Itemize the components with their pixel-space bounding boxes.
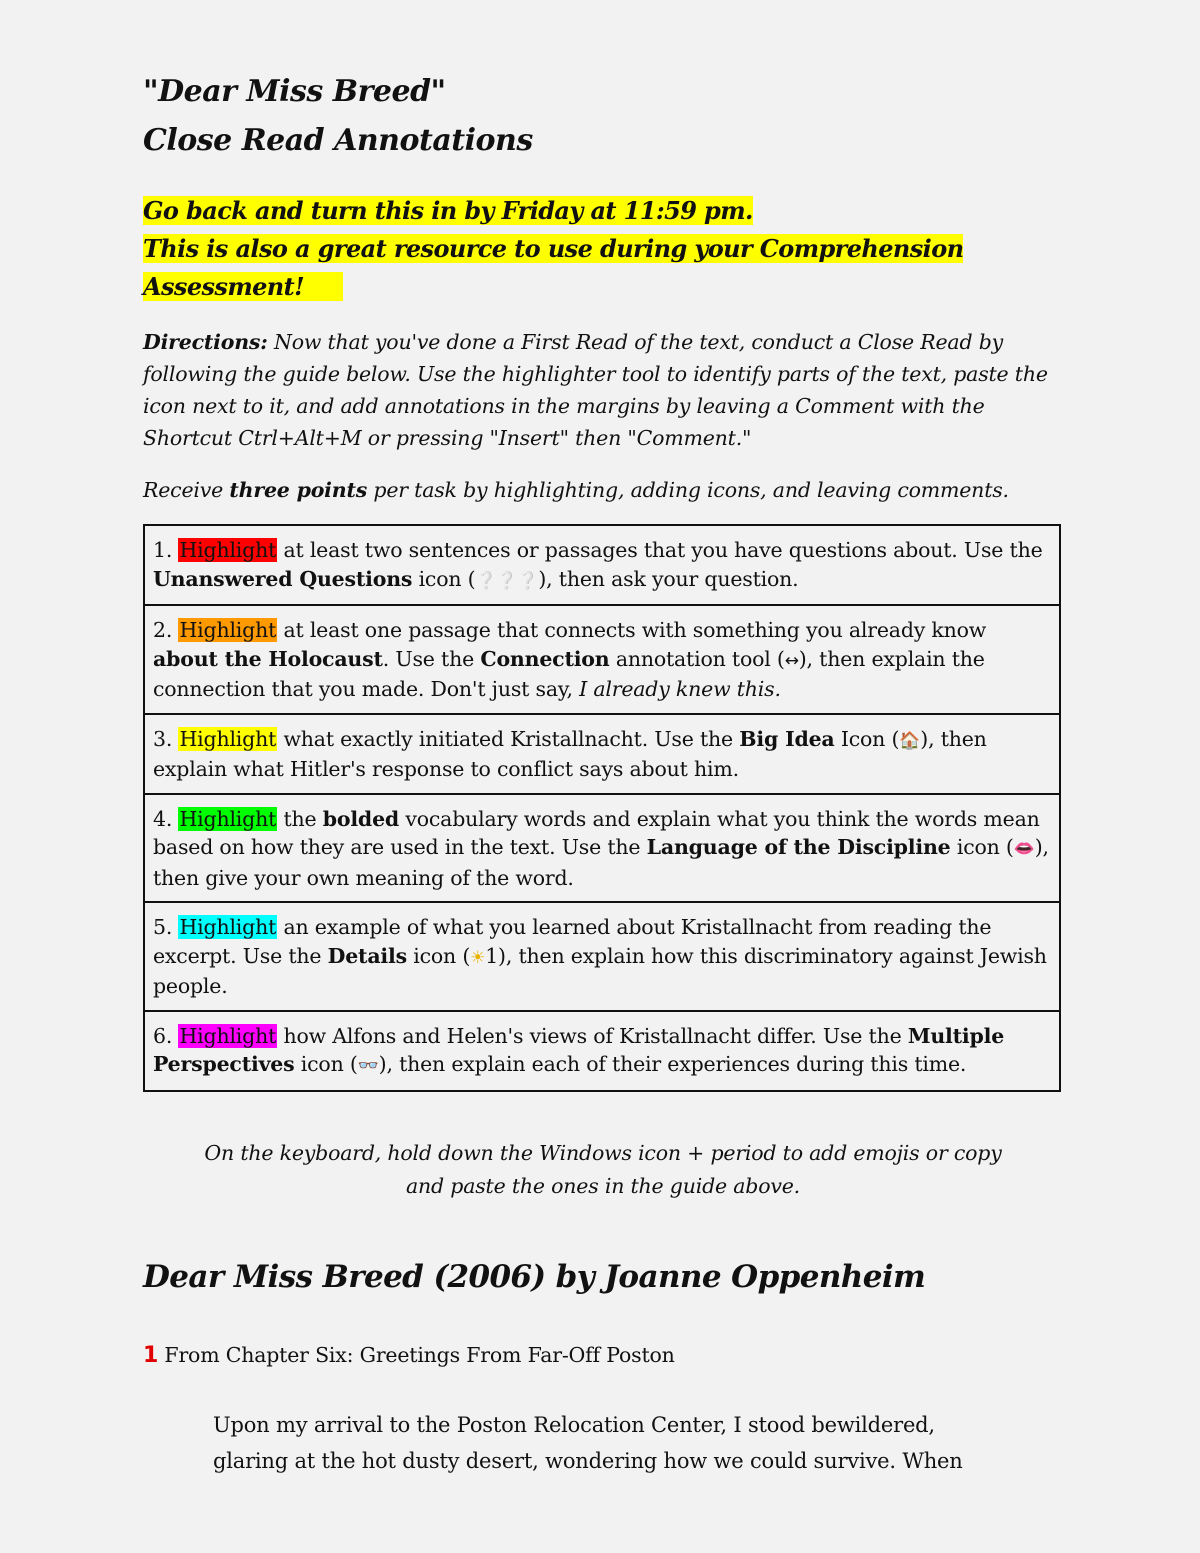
directions-label: Directions: — [143, 330, 268, 354]
highlight-orange: Highlight — [179, 618, 277, 642]
document-subtitle: Close Read Annotations — [143, 123, 533, 158]
keyboard-tip-line-1: On the keyboard, hold down the Windows icon + period to add emojis or copy — [204, 1141, 1002, 1165]
task-row-4: 4. Highlight the bolded vocabulary words and explain what you think the words mean based on how they are used in the text. Use the Language of the Discipline icon (👄), then give your own meaning of the word. — [145, 795, 1059, 904]
notice-line-1: Go back and turn this in by Friday at 11:59 pm. — [143, 196, 753, 225]
directions-text: Now that you've done a First Read of the text, conduct a Close Read by following the guide below. Use the highlighter tool to identify parts of the text, paste the icon next to it, and add annotations in the margins by leaving a Comment with the Shortcut Ctrl+Alt+M or pressing "Insert" then "Comment." — [143, 330, 1048, 450]
chapter-line — [143, 1340, 675, 1371]
highlight-yellow: Highlight — [179, 726, 277, 751]
directions-paragraph — [143, 326, 1058, 454]
task-row-1: 1. Highlight at least two sentences or passages that you have questions about. Use the Unanswered Questions icon (❔❔❔), then ask your question. — [145, 526, 1059, 606]
question-marks-icon: ❔❔❔ — [475, 570, 539, 591]
chapter-title: From Chapter Six: Greetings From Far-Off Poston — [158, 1343, 675, 1367]
keyboard-tip — [143, 1137, 1063, 1203]
body-line-1: Upon my arrival to the Poston Relocation Center, I stood bewildered, — [213, 1413, 935, 1437]
task-row-6: 6. Highlight how Alfons and Helen's views of Kristallnacht differ. Use the Multiple Perspectives icon (👓), then explain each of their experiences during this time. — [153, 1023, 1005, 1076]
lips-icon: 👄 — [1013, 839, 1035, 859]
deadline-notice — [143, 192, 1043, 306]
task-table — [143, 524, 1061, 1092]
body-paragraph — [213, 1407, 1063, 1479]
notice-line-2: This is also a great resource to use during your Comprehension — [143, 234, 964, 263]
points-post: per task by highlighting, adding icons, and leaving comments. — [367, 478, 1009, 502]
task-row-2: 2. Highlight at least one passage that connects with something you already know about the Holocaust. Use the Connection annotation tool (↔), then explain the connection that you made. Don't just say, I already knew this. — [145, 606, 1059, 715]
paragraph-number: 1 — [143, 1343, 159, 1368]
points-bold: three points — [229, 478, 368, 502]
keyboard-tip-line-2: and paste the ones in the guide above. — [406, 1174, 800, 1198]
flower-icon: ☀ — [470, 947, 486, 968]
left-right-arrow-icon: ↔ — [784, 650, 799, 671]
glasses-icon: 👓 — [357, 1056, 379, 1076]
highlight-magenta: Highlight — [179, 1023, 277, 1048]
task-row-3: 3. Highlight what exactly initiated Kristallnacht. Use the Big Idea Icon (🏠), then explain what Hitler's response to conflict says about him. — [145, 715, 1059, 795]
notice-line-3: Assessment! — [143, 272, 343, 301]
highlight-cyan: Highlight — [179, 915, 277, 939]
reading-heading: Dear Miss Breed (2006) by Joanne Oppenheim — [143, 1259, 926, 1295]
points-paragraph — [143, 474, 1058, 506]
highlight-red: Highlight — [179, 538, 277, 562]
document-title: "Dear Miss Breed" — [143, 74, 446, 109]
body-line-2: glaring at the hot dusty desert, wondering how we could survive. When — [213, 1449, 963, 1473]
house-icon: 🏠 — [899, 730, 921, 751]
task-row-5: 5. Highlight an example of what you learned about Kristallnacht from reading the excerpt. Use the Details icon (☀1), then explain how this discriminatory against Jewish people. — [145, 903, 1059, 1012]
points-pre: Receive — [143, 478, 230, 502]
highlight-green: Highlight — [179, 806, 277, 831]
